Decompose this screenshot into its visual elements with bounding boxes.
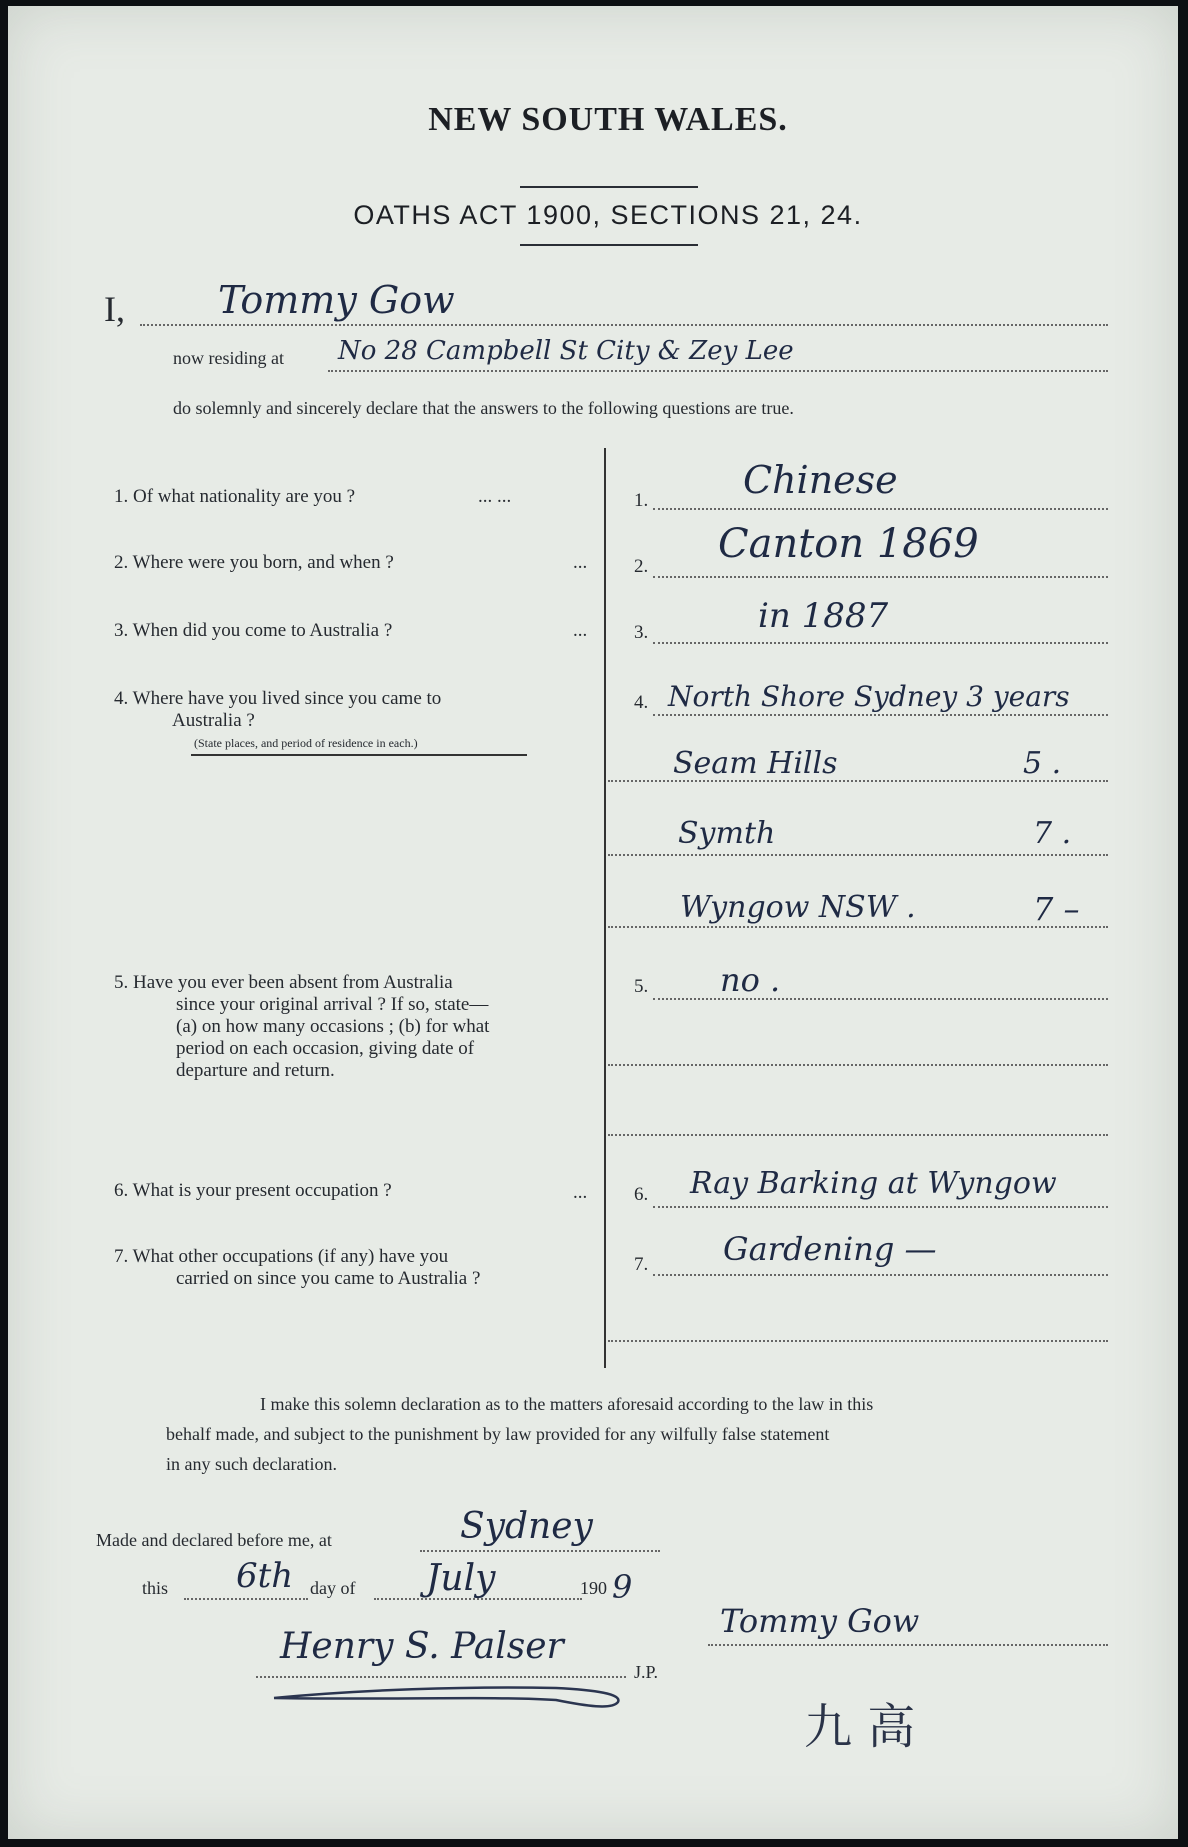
answer-6-number: 6.	[634, 1184, 649, 1205]
question-6-leader: ...	[573, 1182, 588, 1203]
page-title: NEW SOUTH WALES.	[428, 101, 788, 138]
chinese-signature: 九 高	[804, 1699, 916, 1755]
residence-years-1: 5 .	[1023, 746, 1062, 781]
column-divider	[604, 448, 606, 1368]
question-7-cont: carried on since you came to Australia ?	[176, 1268, 481, 1289]
answer-2-number: 2.	[634, 556, 649, 577]
declarant-prefix: I,	[104, 289, 125, 329]
solemn-line-1: I make this solemn declaration as to the matters aforesaid according to the law in this	[260, 1394, 874, 1414]
declared-day: 6th	[236, 1556, 294, 1596]
answer-3-line	[653, 642, 1108, 644]
answer-5-extra-line-1	[608, 1064, 1108, 1066]
answer-5: no .	[720, 961, 781, 999]
answer-7-number: 7.	[634, 1254, 649, 1275]
question-3-leader: ...	[573, 620, 588, 641]
declared-month: July	[426, 1558, 496, 1599]
question-4-cont: Australia ?	[172, 710, 255, 731]
made-label: Made and declared before me, at	[96, 1530, 332, 1550]
question-1: 1. Of what nationality are you ?	[114, 486, 356, 507]
answer-1: Chinese	[743, 458, 898, 502]
answer-1-number: 1.	[634, 490, 649, 511]
answer-4: North Shore Sydney 3 years	[668, 680, 1070, 713]
declarant-signature-line	[708, 1644, 1108, 1646]
declaration-intro: do solemnly and sincerely declare that the answers to the following questions are true.	[173, 398, 794, 418]
answer-7-line	[653, 1274, 1108, 1276]
question-2: 2. Where were you born, and when ?	[114, 552, 394, 573]
residing-label: now residing at	[173, 348, 284, 368]
answer-6: Ray Barking at Wyngow	[690, 1166, 1057, 1201]
answer-4-number: 4.	[634, 692, 649, 713]
declarant-name: Tommy Gow	[218, 278, 455, 322]
day-of-label: day of	[310, 1578, 356, 1598]
year-printed: 190	[580, 1578, 607, 1598]
answer-7-extra-line	[608, 1340, 1108, 1342]
declared-place: Sydney	[460, 1506, 593, 1547]
residence-place-1: Seam Hills	[673, 746, 838, 781]
question-4-note: (State places, and period of residence in each.)	[194, 736, 418, 750]
place-line	[420, 1550, 660, 1552]
jp-signature: Henry S. Palser	[280, 1626, 564, 1667]
question-7: 7. What other occupations (if any) have you	[114, 1246, 449, 1267]
answer-1-line	[653, 508, 1108, 510]
question-5-line3: (a) on how many occasions ; (b) for what	[176, 1016, 490, 1037]
answer-3: in 1887	[758, 596, 889, 636]
declarant-address: No 28 Campbell St City & Zey Lee	[338, 336, 794, 366]
form-sheet	[8, 6, 1178, 1839]
question-1-leader: ... ...	[478, 486, 512, 507]
page-subtitle: OATHS ACT 1900, SECTIONS 21, 24.	[353, 200, 863, 230]
answer-4-line	[653, 714, 1108, 716]
answer-5-extra-line-2	[608, 1134, 1108, 1136]
year-handwritten-digit: 9	[612, 1568, 633, 1606]
residence-years-3: 7 –	[1033, 890, 1080, 928]
jp-signature-flourish	[266, 1672, 636, 1712]
title-rule-bottom	[520, 244, 698, 246]
title-rule-top	[520, 186, 698, 188]
residence-place-3: Wyngow NSW .	[680, 890, 916, 925]
answer-2: Canton 1869	[718, 521, 979, 567]
answer-6-line	[653, 1206, 1108, 1208]
question-4: 4. Where have you lived since you came to	[114, 688, 442, 709]
question-2-leader: ...	[573, 552, 588, 573]
this-label: this	[142, 1578, 169, 1598]
residence-line-2	[608, 854, 1108, 856]
answer-3-number: 3.	[634, 622, 649, 643]
question-3: 3. When did you come to Australia ?	[114, 620, 393, 641]
question-5-line5: departure and return.	[176, 1060, 335, 1081]
day-line	[184, 1598, 308, 1600]
residence-place-2: Symth	[678, 816, 776, 851]
question-5-line2: since your original arrival ? If so, state—	[176, 994, 489, 1015]
question-5-line4: period on each occasion, giving date of	[176, 1038, 475, 1059]
name-line	[140, 324, 1108, 326]
residence-years-2: 7 .	[1033, 816, 1072, 851]
answer-7: Gardening —	[723, 1230, 937, 1268]
solemn-line-3: in any such declaration.	[166, 1454, 337, 1474]
jp-label: J.P.	[634, 1662, 659, 1682]
declarant-signature: Tommy Gow	[720, 1602, 920, 1640]
answer-5-number: 5.	[634, 976, 649, 997]
question-6: 6. What is your present occupation ?	[114, 1180, 392, 1201]
solemn-line-2: behalf made, and subject to the punishment by law provided for any wilfully false statement	[166, 1424, 830, 1444]
question-4-note-rule	[191, 754, 527, 756]
question-5: 5. Have you ever been absent from Australia	[114, 972, 453, 993]
answer-2-line	[653, 576, 1108, 578]
address-line	[328, 370, 1108, 372]
